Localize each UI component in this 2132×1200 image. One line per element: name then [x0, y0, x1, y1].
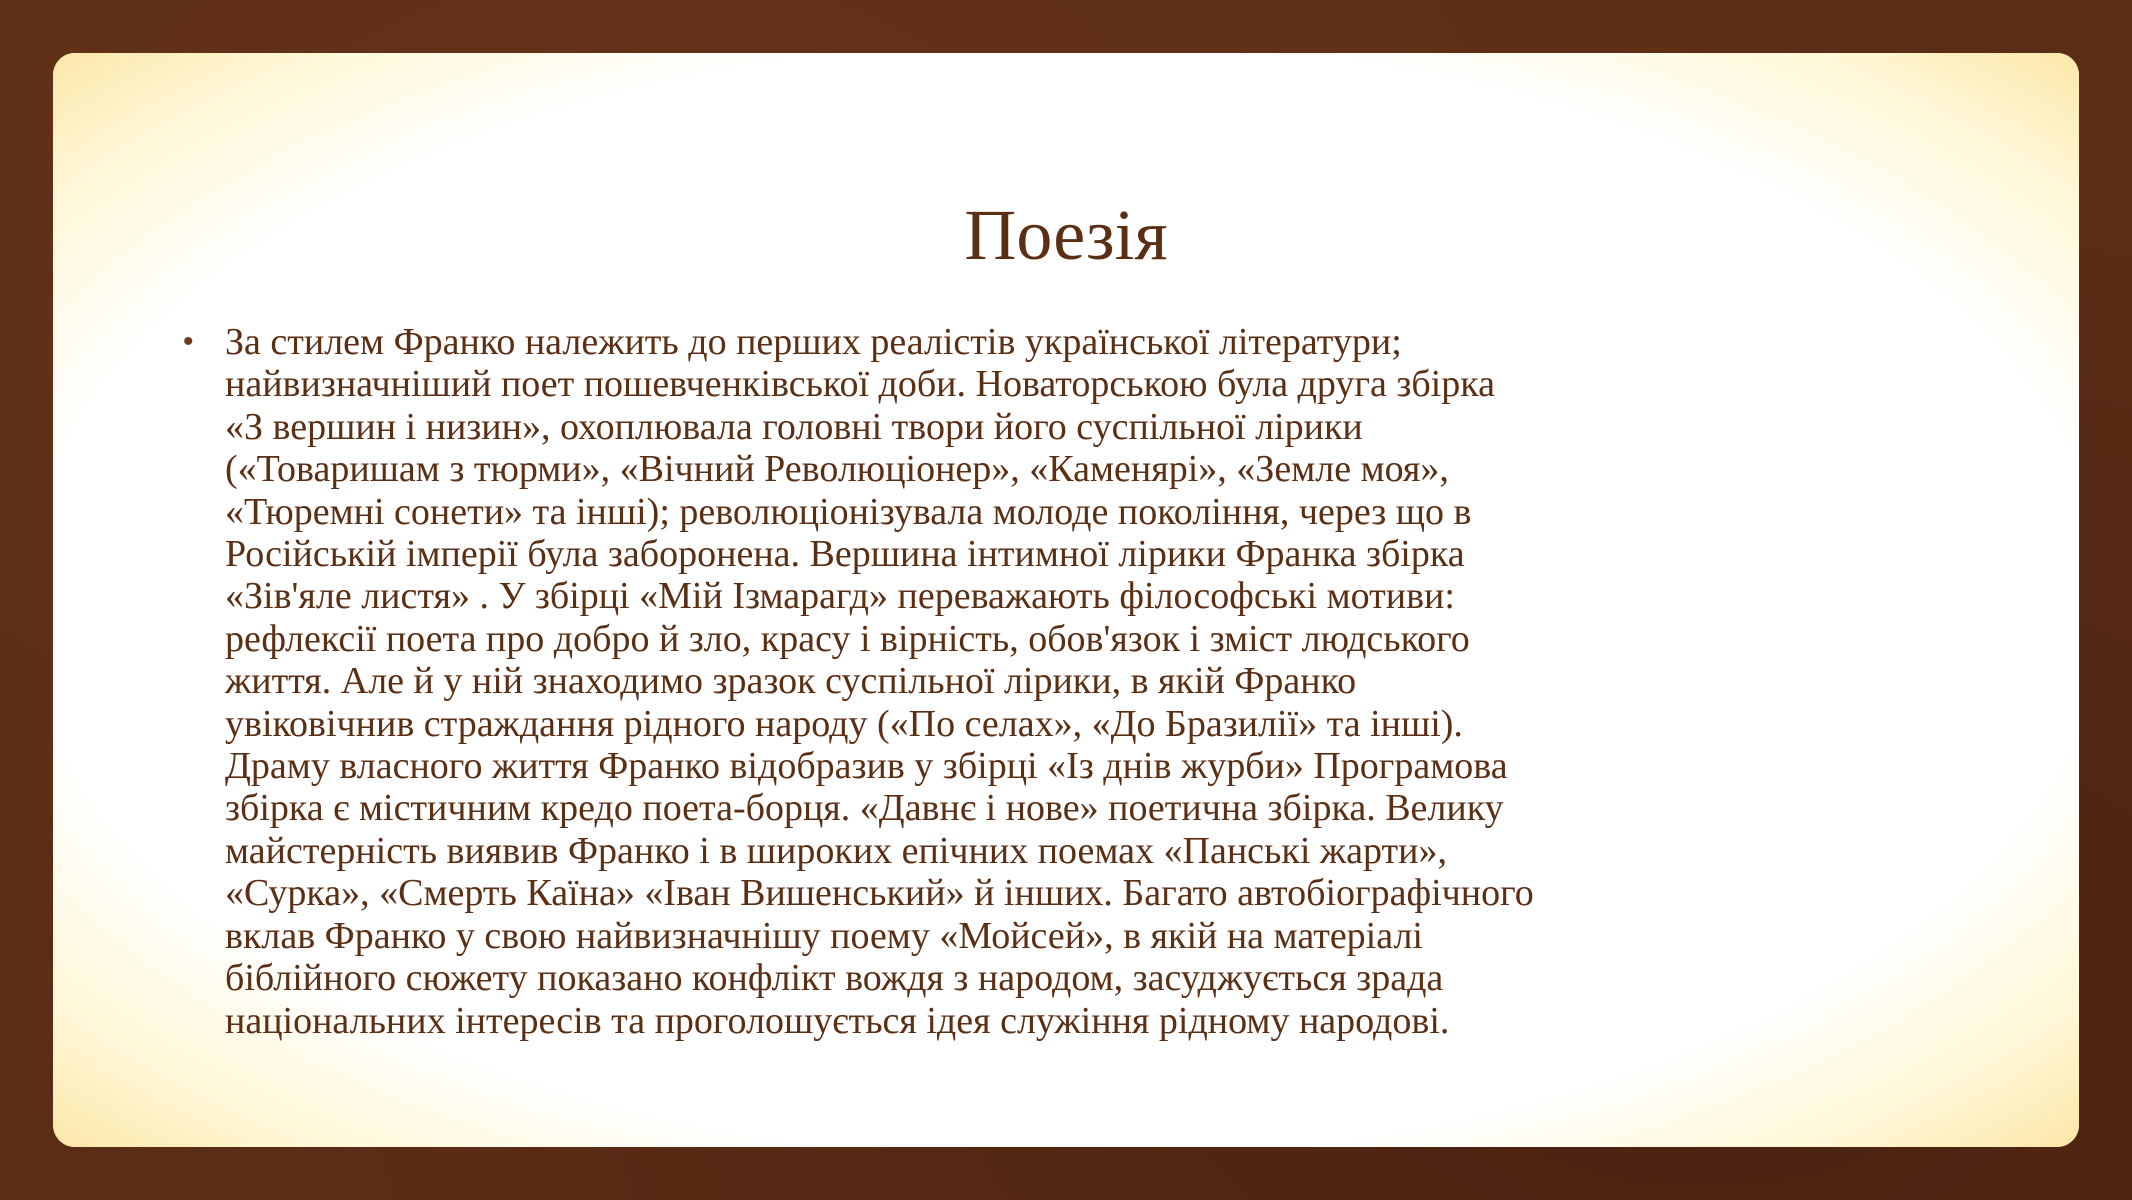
- paragraph-line: найвизначніший поет пошевченківської доби. Новаторською була друга збірка: [225, 363, 1495, 406]
- paragraph-line: увіковічнив страждання рідного народу («По селах», «До Бразилії» та інші).: [225, 702, 1463, 745]
- paragraph-line: «Сурка», «Смерть Каїна» «Іван Вишенський» й інших. Багато автобіографічного: [225, 872, 1534, 915]
- paragraph-line: Драму власного життя Франко відобразив у збірці «Із днів журби» Програмова: [225, 745, 1508, 788]
- paragraph-line: Російській імперії була заборонена. Вершина інтимної лірики Франка збірка: [225, 533, 1465, 576]
- paragraph-line: «Тюремні сонети» та інші); революціонізувала молоде покоління, через що в: [225, 490, 1472, 533]
- slide-frame: [53, 53, 2079, 1147]
- paragraph-line: «Зів'яле листя» . У збірці «Мій Ізмарагд» переважають філософські мотиви:: [225, 575, 1455, 618]
- bullet-paragraph: [183, 321, 1985, 1042]
- slide-body: [183, 321, 1985, 1042]
- paragraph-line: майстерність виявив Франко і в широких епічних поемах «Панські жарти»,: [225, 829, 1447, 872]
- paragraph-line: вклав Франко у свою найвизначнішу поему «Мойсей», в якій на матеріалі: [225, 914, 1423, 957]
- paragraph-line: «З вершин і низин», охоплювала головні твори його суспільної лірики: [225, 405, 1363, 448]
- paragraph-line: («Товаришам з тюрми», «Вічний Революціонер», «Каменярі», «Земле моя»,: [225, 448, 1449, 491]
- paragraph-line: рефлексії поета про добро й зло, красу і вірність, обов'язок і зміст людського: [225, 617, 1470, 660]
- paragraph-line: національних інтересів та проголошується ідея служіння рідному народові.: [225, 999, 1450, 1042]
- paragraph-line: За стилем Франко належить до перших реалістів української літератури;: [225, 321, 1402, 363]
- slide-content-area: [53, 53, 2079, 1147]
- paragraph-line: життя. Але й у ній знаходимо зразок суспільної лірики, в якій Франко: [225, 660, 1357, 703]
- bullet-icon: •: [183, 325, 194, 358]
- paragraph-line: біблійного сюжету показано конфлікт вождя з народом, засуджується зрада: [225, 957, 1444, 1000]
- paragraph-line: збірка є містичним кредо поета-борця. «Давнє і нове» поетична збірка. Велику: [225, 787, 1504, 830]
- slide-title: Поезія: [964, 195, 1168, 275]
